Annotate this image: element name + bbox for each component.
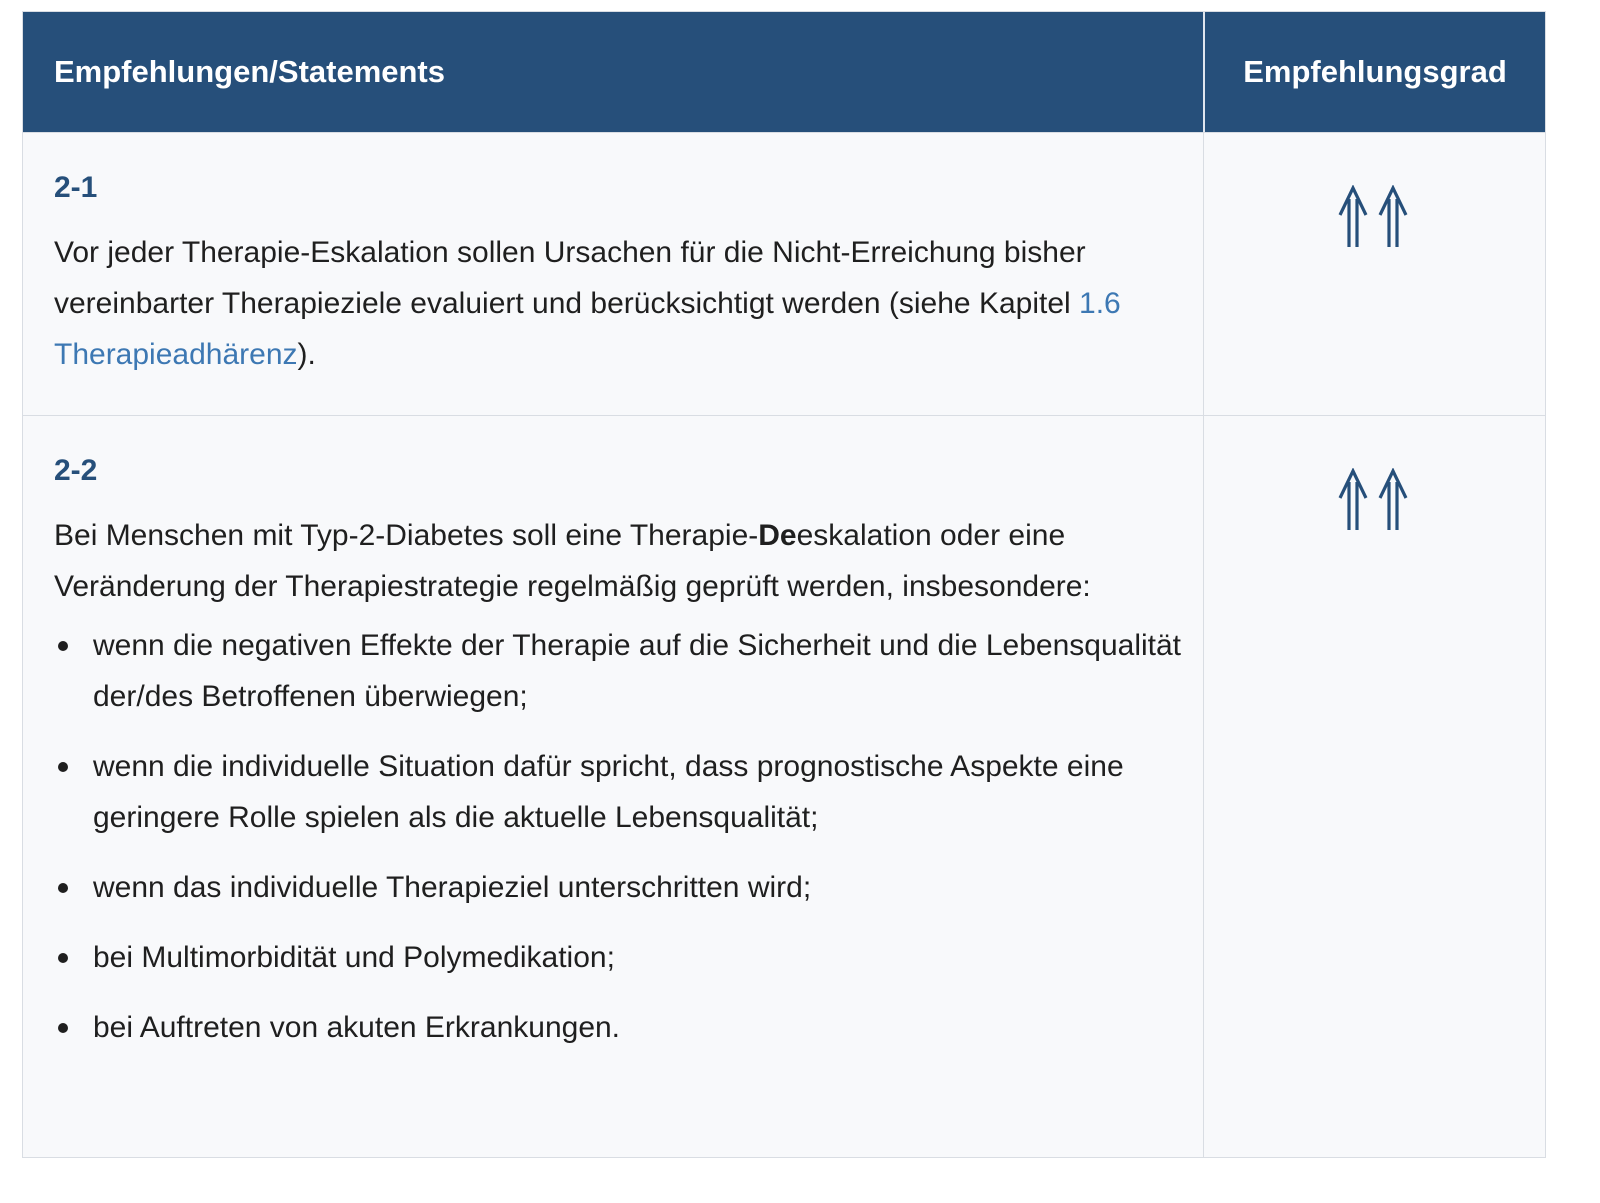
list-item-text: bei Multimorbidität und Polymedikation;	[93, 941, 615, 974]
header-grade: Empfehlungsgrad	[1203, 12, 1545, 132]
criteria-list	[54, 620, 1183, 1053]
recommendation-id: 2-1	[54, 171, 98, 204]
recommendation-text	[54, 510, 1183, 612]
grade-cell	[1203, 416, 1545, 1157]
bullet-icon	[58, 641, 68, 651]
table-header	[23, 12, 1545, 132]
header-statements: Empfehlungen/Statements	[54, 54, 445, 89]
list-item-text: bei Auftreten von akuten Erkrankungen.	[93, 1011, 621, 1044]
emphasis-text: De	[758, 519, 797, 552]
bullet-icon	[58, 762, 68, 772]
chapter-link[interactable]: 1.6 Therapieadhärenz	[54, 287, 1121, 371]
statement-cell	[23, 416, 1203, 1157]
text-segment: Vor jeder Therapie-Eskalation sollen Ursachen für die Nicht-Erreichung bisher vereinbarter Therapieziele evaluiert und berücksichtigt werden (siehe Kapitel	[54, 236, 1086, 320]
text-segment: Bei Menschen mit Typ-2-Diabetes soll eine Therapie-	[54, 519, 759, 552]
double-up-arrow-icon	[1335, 185, 1415, 415]
recommendation-table	[22, 11, 1546, 1158]
list-item	[54, 741, 1183, 843]
list-item	[54, 862, 1183, 913]
text-segment: eskalation oder eine Veränderung der Therapiestrategie regelmäßig geprüft werden, insbesondere:	[54, 519, 1091, 603]
double-up-arrow-icon	[1335, 468, 1415, 1157]
list-item	[54, 932, 1183, 983]
list-item-text: wenn die individuelle Situation dafür spricht, dass prognostische Aspekte eine geringere Rolle spielen als die aktuelle Lebensqualität;	[93, 750, 1124, 834]
list-item	[54, 1002, 1183, 1053]
bullet-icon	[58, 1023, 68, 1033]
grade-cell	[1203, 133, 1545, 415]
table-row	[23, 132, 1545, 415]
list-item-text: wenn die negativen Effekte der Therapie auf die Sicherheit und die Lebensqualität der/des Betroffenen überwiegen;	[93, 629, 1181, 713]
bullet-icon	[58, 883, 68, 893]
recommendation-id: 2-2	[54, 454, 98, 487]
statement-cell	[23, 133, 1203, 415]
text-segment: ).	[297, 338, 316, 371]
list-item-text: wenn das individuelle Therapieziel unterschritten wird;	[93, 871, 812, 904]
table-row	[23, 415, 1545, 1157]
recommendation-text	[54, 227, 1183, 380]
list-item	[54, 620, 1183, 722]
bullet-icon	[58, 953, 68, 963]
